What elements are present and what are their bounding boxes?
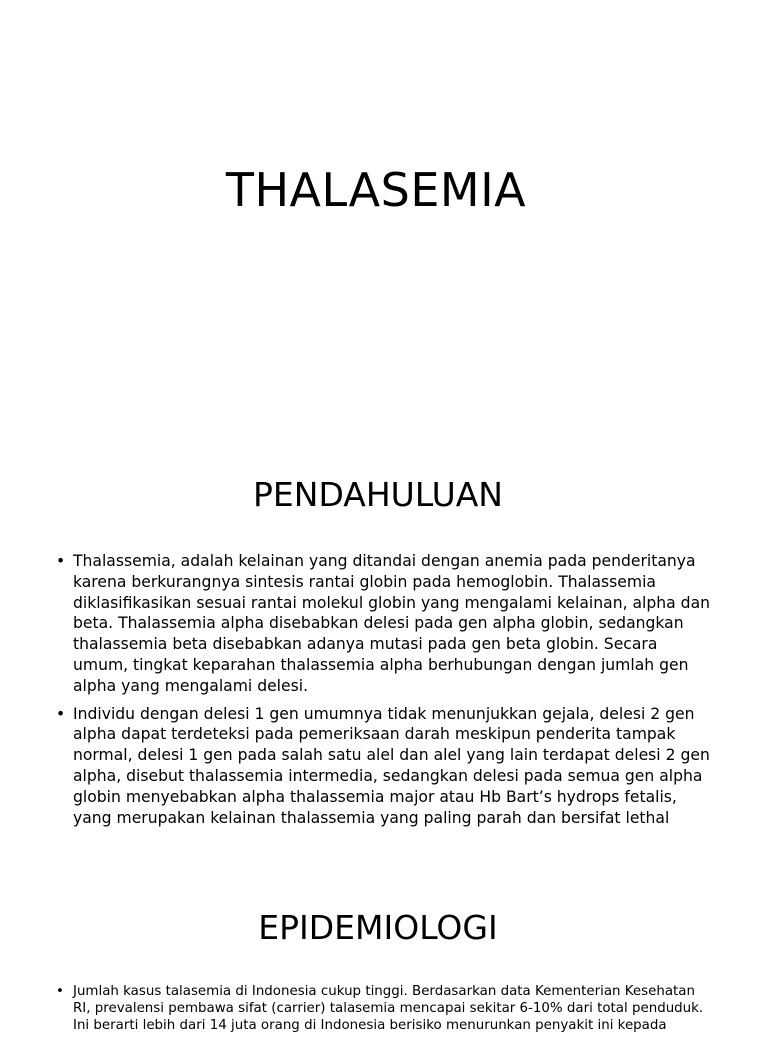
bullet-item xyxy=(56,704,716,829)
section-title-epidemiologi: EPIDEMIOLOGI xyxy=(258,908,498,947)
bullet-dot-icon: • xyxy=(56,552,66,570)
slide-epidemiologi xyxy=(0,860,768,1034)
section-title-pendahuluan: PENDAHULUAN xyxy=(253,475,503,514)
bullet-item xyxy=(56,983,716,1035)
main-title: THALASEMIA xyxy=(225,163,527,217)
bullet-text: Jumlah kasus talasemia di Indonesia cukup tinggi. Berdasarkan data Kementerian Kesehatan RI, prevalensi pembawa sifat (carrier) talasemia mencapai sekitar 6-10% dari total penduduk. Ini berarti lebih dari 14 juta orang di Indonesia berisiko menurunkan penyakit ini kepada xyxy=(73,984,704,1034)
bullet-text: Individu dengan delesi 1 gen umumnya tidak menunjukkan gejala, delesi 2 gen alpha dapat terdeteksi pada pemeriksaan darah meskipun penderita tampak normal, delesi 1 gen pada salah satu alel dan alel yang lain terdapat delesi 2 gen alpha, disebut thalassemia intermedia, sedangkan delesi pada semua gen alpha globin menyebabkan alpha thalassemia major atau Hb Bart’s hydrops fetalis, yang merupakan kelainan thalassemia yang paling parah dan bersifat lethal xyxy=(73,704,710,827)
bullet-list-pendahuluan xyxy=(56,551,716,835)
bullet-item xyxy=(56,551,716,697)
bullet-text: Thalassemia, adalah kelainan yang ditandai dengan anemia pada penderitanya karena berkurangnya sintesis rantai globin pada hemoglobin. Thalassemia diklasifikasikan sesuai rantai molekul globin yang mengalami kelainan, alpha dan beta. Thalassemia alpha disebabkan delesi pada gen alpha globin, sedangkan thalassemia beta disebabkan adanya mutasi pada gen beta globin. Secara umum, tingkat keparahan thalassemia alpha berhubungan dengan jumlah gen alpha yang mengalami delesi. xyxy=(73,552,711,695)
bullet-dot-icon: • xyxy=(56,984,64,999)
bullet-list-epidemiologi xyxy=(56,983,716,1042)
bullet-dot-icon: • xyxy=(56,704,66,723)
slide-title xyxy=(0,0,768,430)
slide-pendahuluan xyxy=(0,430,768,860)
